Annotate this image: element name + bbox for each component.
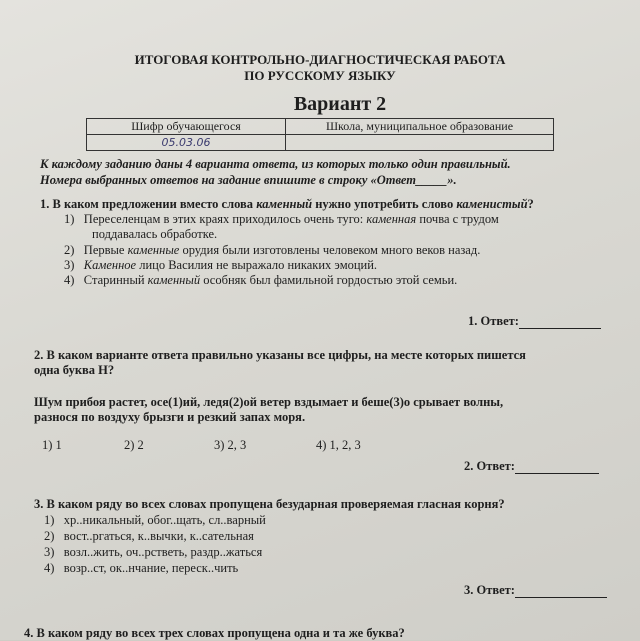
q3-answer[interactable]: 3. Ответ: [464,583,607,598]
instructions-line-1: К каждому заданию даны 4 варианта ответа, из которых только один правильный. [40,157,511,171]
q3-option-1: 1) хр..никальный, обог..щать, сл..варный [44,513,266,527]
q2-prompt-1: 2. В каком варианте ответа правильно указаны все цифры, на месте которых пишется [34,348,526,362]
q1-option-2: 2) Первые каменные орудия были изготовлены человеком много веков назад. [64,243,481,257]
q2-option-3: 3) 2, 3 [214,438,247,452]
instructions-line-2: Номера выбранных ответов на задание впишите в строку «Ответ_____». [40,173,457,187]
q3-option-3: 3) возл..жить, оч..рстветь, раздр..жаться [44,545,263,559]
school-value[interactable] [286,135,554,151]
q1-answer[interactable]: 1. Ответ: [468,314,601,329]
q1-option-1: 1) Переселенцам в этих краях приходилось очень туго: каменная почва с трудом [64,212,499,226]
q1-option-1-cont: поддавалась обработке. [92,227,218,241]
q1-prompt: 1. В каком предложении вместо слова каменный нужно употребить слово каменистый? [40,197,534,211]
q1-option-3: 3) Каменное лицо Василия не выражало никаких эмоций. [64,258,378,272]
q2-answer[interactable]: 2. Ответ: [464,459,599,474]
cipher-header: Шифр обучающегося [87,119,286,135]
school-header: Школа, муниципальное образование [286,119,554,135]
q2-option-2: 2) 2 [124,438,144,452]
q2-text-1: Шум прибоя растет, осе(1)ий, ледя(2)ой ветер вздымает и беше(3)о срывает волны, [34,395,504,409]
q2-option-4: 4) 1, 2, 3 [316,438,361,452]
q1-option-4: 4) Старинный каменный особняк был фамильной гордостью этой семьи. [64,273,458,287]
q3-option-2: 2) вост..ргаться, к..вычки, к..сательная [44,529,254,543]
q4-prompt: 4. В каком ряду во всех трех словах пропущена одна и та же буква? [24,626,405,640]
cipher-table [86,118,554,151]
q3-prompt: 3. В каком ряду во всех словах пропущена безударная проверяемая гласная корня? [34,497,505,511]
q2-prompt-2: одна буква Н? [34,363,115,377]
variant-title: Вариант 2 [293,93,387,115]
q2-text-2: разнося по воздуху брызги и резкий запах моря. [34,410,306,424]
cipher-value[interactable]: 05.03.06 [87,135,286,151]
q3-option-4: 4) возр..ст, ок..нчание, переск..чить [44,561,239,575]
title-line-1: ИТОГОВАЯ КОНТРОЛЬНО-ДИАГНОСТИЧЕСКАЯ РАБОТА [134,52,506,67]
q2-option-1: 1) 1 [42,438,62,452]
title-line-2: ПО РУССКОМУ ЯЗЫКУ [244,68,396,83]
